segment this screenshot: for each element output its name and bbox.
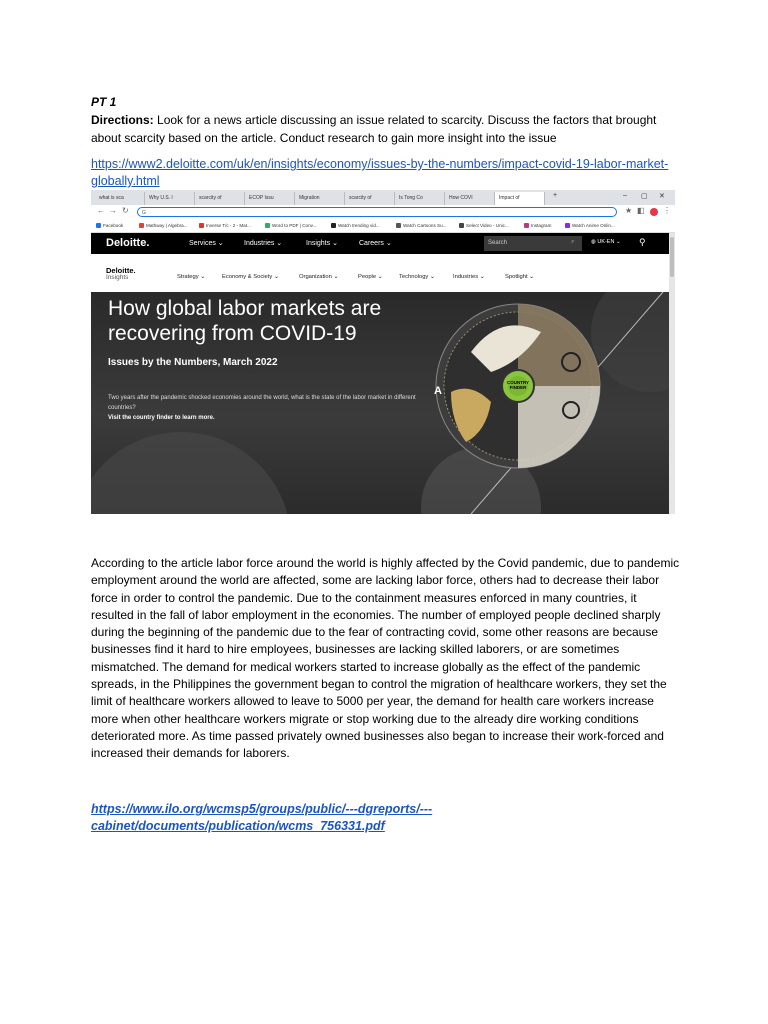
bookmark-item[interactable]: Mathway | Algebra...: [139, 221, 188, 230]
address-bar[interactable]: G: [137, 207, 617, 217]
hero-title: How global labor markets are recovering from COVID-19: [108, 297, 382, 345]
bookmark-item[interactable]: Inverse T/c - 2 - Mat...: [199, 221, 251, 230]
video-icon: [459, 223, 464, 228]
browser-tab[interactable]: Migration: [295, 192, 345, 205]
address-row: [91, 205, 675, 219]
browser-tab[interactable]: what is sca: [95, 192, 145, 205]
pdf-icon: [265, 223, 270, 228]
directions-text: Look for a news article discussing an issue related to scarcity. Discuss the factors that brought about scarcity based on the article. Conduct research to gain more insight into the issue: [91, 113, 657, 145]
share-icon[interactable]: ★: [625, 206, 633, 215]
close-window-icon[interactable]: ✕: [659, 193, 665, 200]
new-tab-icon[interactable]: +: [553, 192, 558, 199]
browser-tab-active[interactable]: Impact of: [495, 192, 545, 205]
browser-tab[interactable]: How COVI: [445, 192, 495, 205]
country-finder-button[interactable]: COUNTRY FINDER: [506, 380, 530, 390]
reload-icon[interactable]: ↻: [122, 206, 129, 215]
page-scrollbar[interactable]: [669, 233, 675, 514]
assignment-title: PT 1: [91, 95, 117, 109]
bookmark-item[interactable]: Facebook: [96, 221, 123, 230]
deloitte-insights-logo[interactable]: Deloitte. Insights: [106, 266, 136, 281]
back-icon[interactable]: ←: [97, 206, 105, 215]
globe-icon: ◍: [591, 239, 598, 245]
site-search-input[interactable]: Search: [484, 236, 582, 251]
search-icon[interactable]: ⌕: [571, 239, 575, 245]
extensions-icon[interactable]: ◧: [637, 206, 645, 215]
deloitte-article-link[interactable]: https://www2.deloitte.com/uk/en/insights/economy/issues-by-the-numbers/impact-covid-19-labor-market-globally.html: [91, 157, 669, 188]
subnav-spotlight[interactable]: Spotlight ⌄: [505, 274, 535, 280]
essay-paragraph: According to the article labor force around the world is highly affected by the Covid pandemic, due to pandemic employment around the world are affected, some are lacking labor force, others had to decrease their labor force in order to control the pandemic. Due to the containment measures enforced in many countries, it resulted in the fall of labor employment in the economies. The number of employed people declined sharply during the beginning of the pandemic due to the fear of contracting covid, some other reasons are because businesses find it hard to hire employees, businesses are lacking skilled laborers, or are sometimes mismatched. The demand for medical workers started to increase globally as the effect of the pandemic spreads, in the Philippines the government began to control the migration of healthcare workers, they set the limit of healthcare workers allowed to leave to 5000 per year, the demand for health care workers increase more when other healthcare workers migrate or stop working due to the already dire working conditions deteriorated more. As time passed privately owned businesses also began to increase their work-forced and increased their demands for laborers.: [91, 556, 680, 761]
nav-careers[interactable]: Careers ⌄: [359, 240, 392, 247]
subnav-organization[interactable]: Organization ⌄: [299, 274, 339, 280]
scrollbar-thumb[interactable]: [670, 237, 674, 277]
browser-tab[interactable]: ECOP Issu: [245, 192, 295, 205]
hero-description: [108, 393, 433, 423]
subnav-people[interactable]: People ⌄: [358, 274, 383, 280]
bookmarks-bar: [91, 219, 675, 233]
directions: [91, 111, 681, 147]
globe-letter-label: A: [434, 385, 442, 397]
bookmark-icon: [331, 223, 336, 228]
bookmark-item[interactable]: Watch trending vid...: [331, 221, 380, 230]
browser-tab[interactable]: scarcity of: [195, 192, 245, 205]
hero-description-text: Two years after the pandemic shocked economies around the world, what is the state of the labor market in different countries?: [108, 395, 416, 411]
subnav-economy-society[interactable]: Economy & Society ⌄: [222, 274, 279, 280]
user-icon[interactable]: ⚲: [639, 237, 646, 247]
bookmark-icon: [396, 223, 401, 228]
insights-sub-nav: [91, 254, 675, 293]
hero-subtitle: Issues by the Numbers, March 2022: [108, 357, 278, 368]
maximize-icon[interactable]: ▢: [641, 193, 648, 200]
forward-icon[interactable]: →: [109, 206, 117, 215]
bookmark-item[interactable]: Word to PDF | Conv...: [265, 221, 316, 230]
directions-label: Directions:: [91, 113, 154, 127]
mathway-icon: [139, 223, 144, 228]
profile-avatar[interactable]: [650, 208, 658, 216]
facebook-icon: [96, 223, 101, 228]
nav-services[interactable]: Services ⌄: [189, 240, 224, 247]
browser-tab-bar: [91, 190, 675, 205]
subnav-strategy[interactable]: Strategy ⌄: [177, 274, 206, 280]
ilo-publication-link[interactable]: https://www.ilo.org/wcmsp5/groups/public/---dgreports/---cabinet/documents/publication/wcms_756331.pdf: [91, 802, 433, 833]
bookmark-item[interactable]: Instagram: [524, 221, 551, 230]
browser-tab[interactable]: scarcity of: [345, 192, 395, 205]
subnav-industries[interactable]: Industries ⌄: [453, 274, 485, 280]
nav-industries[interactable]: Industries ⌄: [244, 240, 283, 247]
browser-tab[interactable]: Why U.S. l: [145, 192, 195, 205]
menu-icon[interactable]: ⋮: [663, 206, 671, 215]
hero-cta[interactable]: Visit the country finder to learn more.: [108, 415, 215, 421]
minimize-icon[interactable]: –: [623, 192, 627, 199]
bookmark-item[interactable]: Watch Cartoons Su...: [396, 221, 447, 230]
bookmark-icon: [199, 223, 204, 228]
globe-illustration: [431, 292, 675, 514]
language-selector[interactable]: ◍ UK-EN ⌄: [591, 239, 621, 245]
nav-insights[interactable]: Insights ⌄: [306, 240, 338, 247]
site-top-nav: [91, 233, 675, 254]
hero-banner: [91, 292, 675, 514]
subnav-technology[interactable]: Technology ⌄: [399, 274, 435, 280]
deloitte-logo[interactable]: Deloitte.: [106, 237, 150, 249]
instagram-icon: [524, 223, 529, 228]
browser-tab[interactable]: Is Tong Co: [395, 192, 445, 205]
bookmark-item[interactable]: Select Video - Unic...: [459, 221, 509, 230]
embedded-screenshot: [91, 190, 675, 514]
bookmark-item[interactable]: Watch Anime Onlin...: [565, 221, 615, 230]
play-icon: [565, 223, 570, 228]
